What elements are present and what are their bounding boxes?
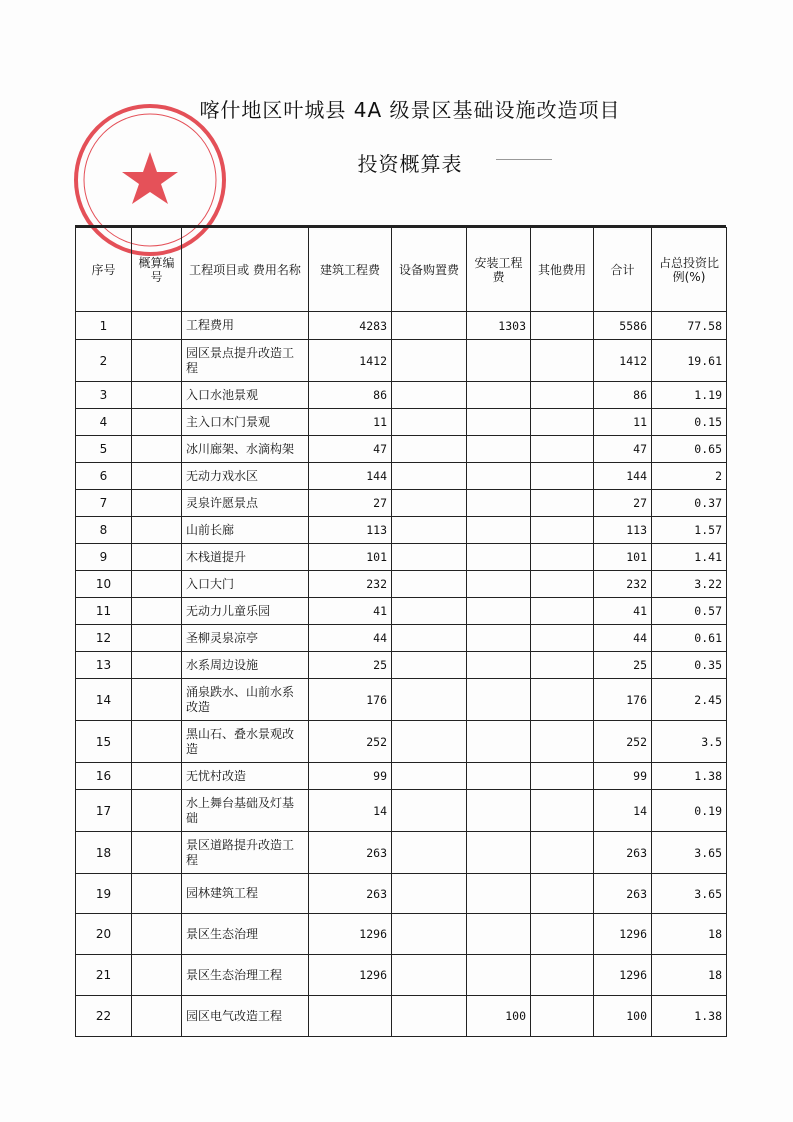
row-total: 86 [594,382,652,409]
row-name: 灵泉许愿景点 [182,490,309,517]
row-index: 9 [76,544,132,571]
row-index: 11 [76,598,132,625]
table-row [76,517,727,544]
row-build-cost: 101 [309,544,392,571]
table-row [76,955,727,996]
row-build-cost: 99 [309,763,392,790]
row-name: 水上舞台基础及灯基 础 [182,790,309,832]
row-equip-cost [392,340,467,382]
row-percent: 1.19 [652,382,727,409]
row-equip-cost [392,571,467,598]
row-total: 176 [594,679,652,721]
table-row [76,544,727,571]
row-other-cost [531,382,594,409]
row-index: 7 [76,490,132,517]
row-code [132,436,182,463]
row-total: 252 [594,721,652,763]
table-row [76,625,727,652]
row-equip-cost [392,409,467,436]
row-build-cost: 263 [309,832,392,874]
row-install-cost [467,625,531,652]
row-build-cost: 11 [309,409,392,436]
row-name: 无忧村改造 [182,763,309,790]
row-total: 100 [594,996,652,1037]
row-percent: 0.19 [652,790,727,832]
row-other-cost [531,463,594,490]
row-equip-cost [392,382,467,409]
row-other-cost [531,517,594,544]
row-total: 144 [594,463,652,490]
row-total: 27 [594,490,652,517]
row-install-cost [467,598,531,625]
row-name: 无动力儿童乐园 [182,598,309,625]
row-name: 水系周边设施 [182,652,309,679]
row-index: 1 [76,312,132,340]
row-total: 263 [594,874,652,914]
row-name: 入口水池景观 [182,382,309,409]
row-total: 263 [594,832,652,874]
row-install-cost [467,571,531,598]
row-percent: 0.35 [652,652,727,679]
table-row [76,490,727,517]
row-name: 工程费用 [182,312,309,340]
col-header-build: 建筑工程费 [309,228,392,312]
row-code [132,382,182,409]
table-row [76,382,727,409]
row-build-cost: 1296 [309,955,392,996]
row-install-cost [467,955,531,996]
row-name: 园区电气改造工程 [182,996,309,1037]
row-name: 景区生态治理 [182,914,309,955]
row-equip-cost [392,490,467,517]
row-index: 19 [76,874,132,914]
row-index: 6 [76,463,132,490]
row-index: 17 [76,790,132,832]
table-row [76,679,727,721]
row-install-cost [467,763,531,790]
row-total: 11 [594,409,652,436]
row-build-cost: 27 [309,490,392,517]
row-code [132,679,182,721]
row-name: 园林建筑工程 [182,874,309,914]
row-total: 99 [594,763,652,790]
row-other-cost [531,790,594,832]
row-install-cost [467,721,531,763]
row-index: 8 [76,517,132,544]
row-install-cost [467,874,531,914]
row-percent: 0.37 [652,490,727,517]
row-install-cost: 100 [467,996,531,1037]
row-name: 景区生态治理工程 [182,955,309,996]
col-header-other: 其他费用 [531,228,594,312]
row-other-cost [531,874,594,914]
row-equip-cost [392,996,467,1037]
row-install-cost [467,544,531,571]
row-total: 41 [594,598,652,625]
row-name: 主入口木门景观 [182,409,309,436]
row-other-cost [531,996,594,1037]
row-name: 无动力戏水区 [182,463,309,490]
col-header-name: 工程项目或 费用名称 [182,228,309,312]
table-row [76,996,727,1037]
table-row [76,571,727,598]
row-index: 18 [76,832,132,874]
row-percent: 0.65 [652,436,727,463]
row-percent: 0.15 [652,409,727,436]
row-other-cost [531,544,594,571]
row-total: 1296 [594,955,652,996]
row-percent: 0.61 [652,625,727,652]
row-name: 入口大门 [182,571,309,598]
row-index: 2 [76,340,132,382]
row-code [132,652,182,679]
row-equip-cost [392,832,467,874]
row-code [132,598,182,625]
row-install-cost: 1303 [467,312,531,340]
row-code [132,790,182,832]
row-build-cost: 25 [309,652,392,679]
row-total: 113 [594,517,652,544]
row-name: 景区道路提升改造工 程 [182,832,309,874]
table-row [76,598,727,625]
row-percent: 77.58 [652,312,727,340]
row-name: 木栈道提升 [182,544,309,571]
table-row [76,721,727,763]
row-name: 园区景点提升改造工 程 [182,340,309,382]
table-row [76,763,727,790]
row-code [132,955,182,996]
row-code [132,914,182,955]
row-code [132,312,182,340]
table-row [76,790,727,832]
col-header-install: 安装工程费 [467,228,531,312]
row-index: 10 [76,571,132,598]
row-percent: 2.45 [652,679,727,721]
row-code [132,517,182,544]
row-equip-cost [392,763,467,790]
row-equip-cost [392,625,467,652]
document-title: 喀什地区叶城县 4A 级景区基础设施改造项目 [199,98,621,122]
row-code [132,463,182,490]
row-other-cost [531,436,594,463]
row-install-cost [467,463,531,490]
row-build-cost: 44 [309,625,392,652]
row-build-cost [309,996,392,1037]
row-percent: 18 [652,955,727,996]
row-index: 15 [76,721,132,763]
row-equip-cost [392,517,467,544]
row-index: 22 [76,996,132,1037]
row-code [132,490,182,517]
row-build-cost: 14 [309,790,392,832]
decorative-rule [496,159,552,160]
row-build-cost: 41 [309,598,392,625]
row-index: 16 [76,763,132,790]
table-row [76,652,727,679]
row-total: 1296 [594,914,652,955]
row-code [132,340,182,382]
row-code [132,409,182,436]
row-percent: 3.5 [652,721,727,763]
row-install-cost [467,382,531,409]
col-header-total: 合计 [594,228,652,312]
row-percent: 2 [652,463,727,490]
row-percent: 1.57 [652,517,727,544]
row-build-cost: 144 [309,463,392,490]
row-percent: 19.61 [652,340,727,382]
row-build-cost: 232 [309,571,392,598]
row-build-cost: 86 [309,382,392,409]
row-total: 25 [594,652,652,679]
row-build-cost: 252 [309,721,392,763]
row-other-cost [531,763,594,790]
row-percent: 3.22 [652,571,727,598]
row-total: 5586 [594,312,652,340]
row-install-cost [467,679,531,721]
row-name: 涌泉跌水、山前水系 改造 [182,679,309,721]
row-other-cost [531,625,594,652]
row-total: 232 [594,571,652,598]
row-install-cost [467,517,531,544]
row-total: 101 [594,544,652,571]
row-total: 44 [594,625,652,652]
row-other-cost [531,832,594,874]
row-index: 13 [76,652,132,679]
col-header-equip: 设备购置费 [392,228,467,312]
table-header-row [76,228,727,312]
row-index: 3 [76,382,132,409]
row-other-cost [531,914,594,955]
row-equip-cost [392,598,467,625]
row-code [132,832,182,874]
row-install-cost [467,409,531,436]
table-row [76,832,727,874]
row-other-cost [531,598,594,625]
row-index: 5 [76,436,132,463]
row-code [132,874,182,914]
table-row [76,340,727,382]
row-other-cost [531,312,594,340]
row-index: 12 [76,625,132,652]
row-name: 冰川廊架、水滴构架 [182,436,309,463]
row-percent: 1.38 [652,763,727,790]
table-row [76,463,727,490]
row-equip-cost [392,312,467,340]
row-code [132,763,182,790]
row-install-cost [467,436,531,463]
row-equip-cost [392,955,467,996]
row-other-cost [531,679,594,721]
col-header-index: 序号 [76,228,132,312]
row-build-cost: 113 [309,517,392,544]
row-build-cost: 1296 [309,914,392,955]
row-other-cost [531,409,594,436]
row-other-cost [531,490,594,517]
table-row [76,436,727,463]
row-install-cost [467,914,531,955]
row-total: 47 [594,436,652,463]
row-percent: 3.65 [652,874,727,914]
budget-table [75,227,727,1037]
row-equip-cost [392,874,467,914]
row-equip-cost [392,721,467,763]
row-percent: 0.57 [652,598,727,625]
row-install-cost [467,340,531,382]
row-install-cost [467,832,531,874]
table-row [76,874,727,914]
row-name: 山前长廊 [182,517,309,544]
row-equip-cost [392,679,467,721]
row-equip-cost [392,652,467,679]
row-total: 1412 [594,340,652,382]
row-other-cost [531,955,594,996]
row-install-cost [467,490,531,517]
row-build-cost: 4283 [309,312,392,340]
row-other-cost [531,340,594,382]
row-percent: 1.38 [652,996,727,1037]
row-name: 黑山石、叠水景观改 造 [182,721,309,763]
row-build-cost: 1412 [309,340,392,382]
row-code [132,571,182,598]
row-percent: 18 [652,914,727,955]
row-code [132,625,182,652]
row-equip-cost [392,790,467,832]
row-equip-cost [392,914,467,955]
row-other-cost [531,652,594,679]
row-build-cost: 47 [309,436,392,463]
row-install-cost [467,790,531,832]
row-other-cost [531,721,594,763]
col-header-percent: 占总投资比例(%) [652,228,727,312]
row-name: 圣柳灵泉凉亭 [182,625,309,652]
row-index: 14 [76,679,132,721]
row-code [132,996,182,1037]
row-index: 21 [76,955,132,996]
row-equip-cost [392,436,467,463]
col-header-code: 概算编号 [132,228,182,312]
row-equip-cost [392,544,467,571]
row-other-cost [531,571,594,598]
row-equip-cost [392,463,467,490]
document-subtitle: 投资概算表 [357,152,463,176]
row-index: 20 [76,914,132,955]
table-row [76,312,727,340]
row-percent: 1.41 [652,544,727,571]
table-row [76,409,727,436]
row-percent: 3.65 [652,832,727,874]
row-total: 14 [594,790,652,832]
row-install-cost [467,652,531,679]
row-build-cost: 176 [309,679,392,721]
row-index: 4 [76,409,132,436]
table-row [76,914,727,955]
row-code [132,721,182,763]
row-build-cost: 263 [309,874,392,914]
row-code [132,544,182,571]
